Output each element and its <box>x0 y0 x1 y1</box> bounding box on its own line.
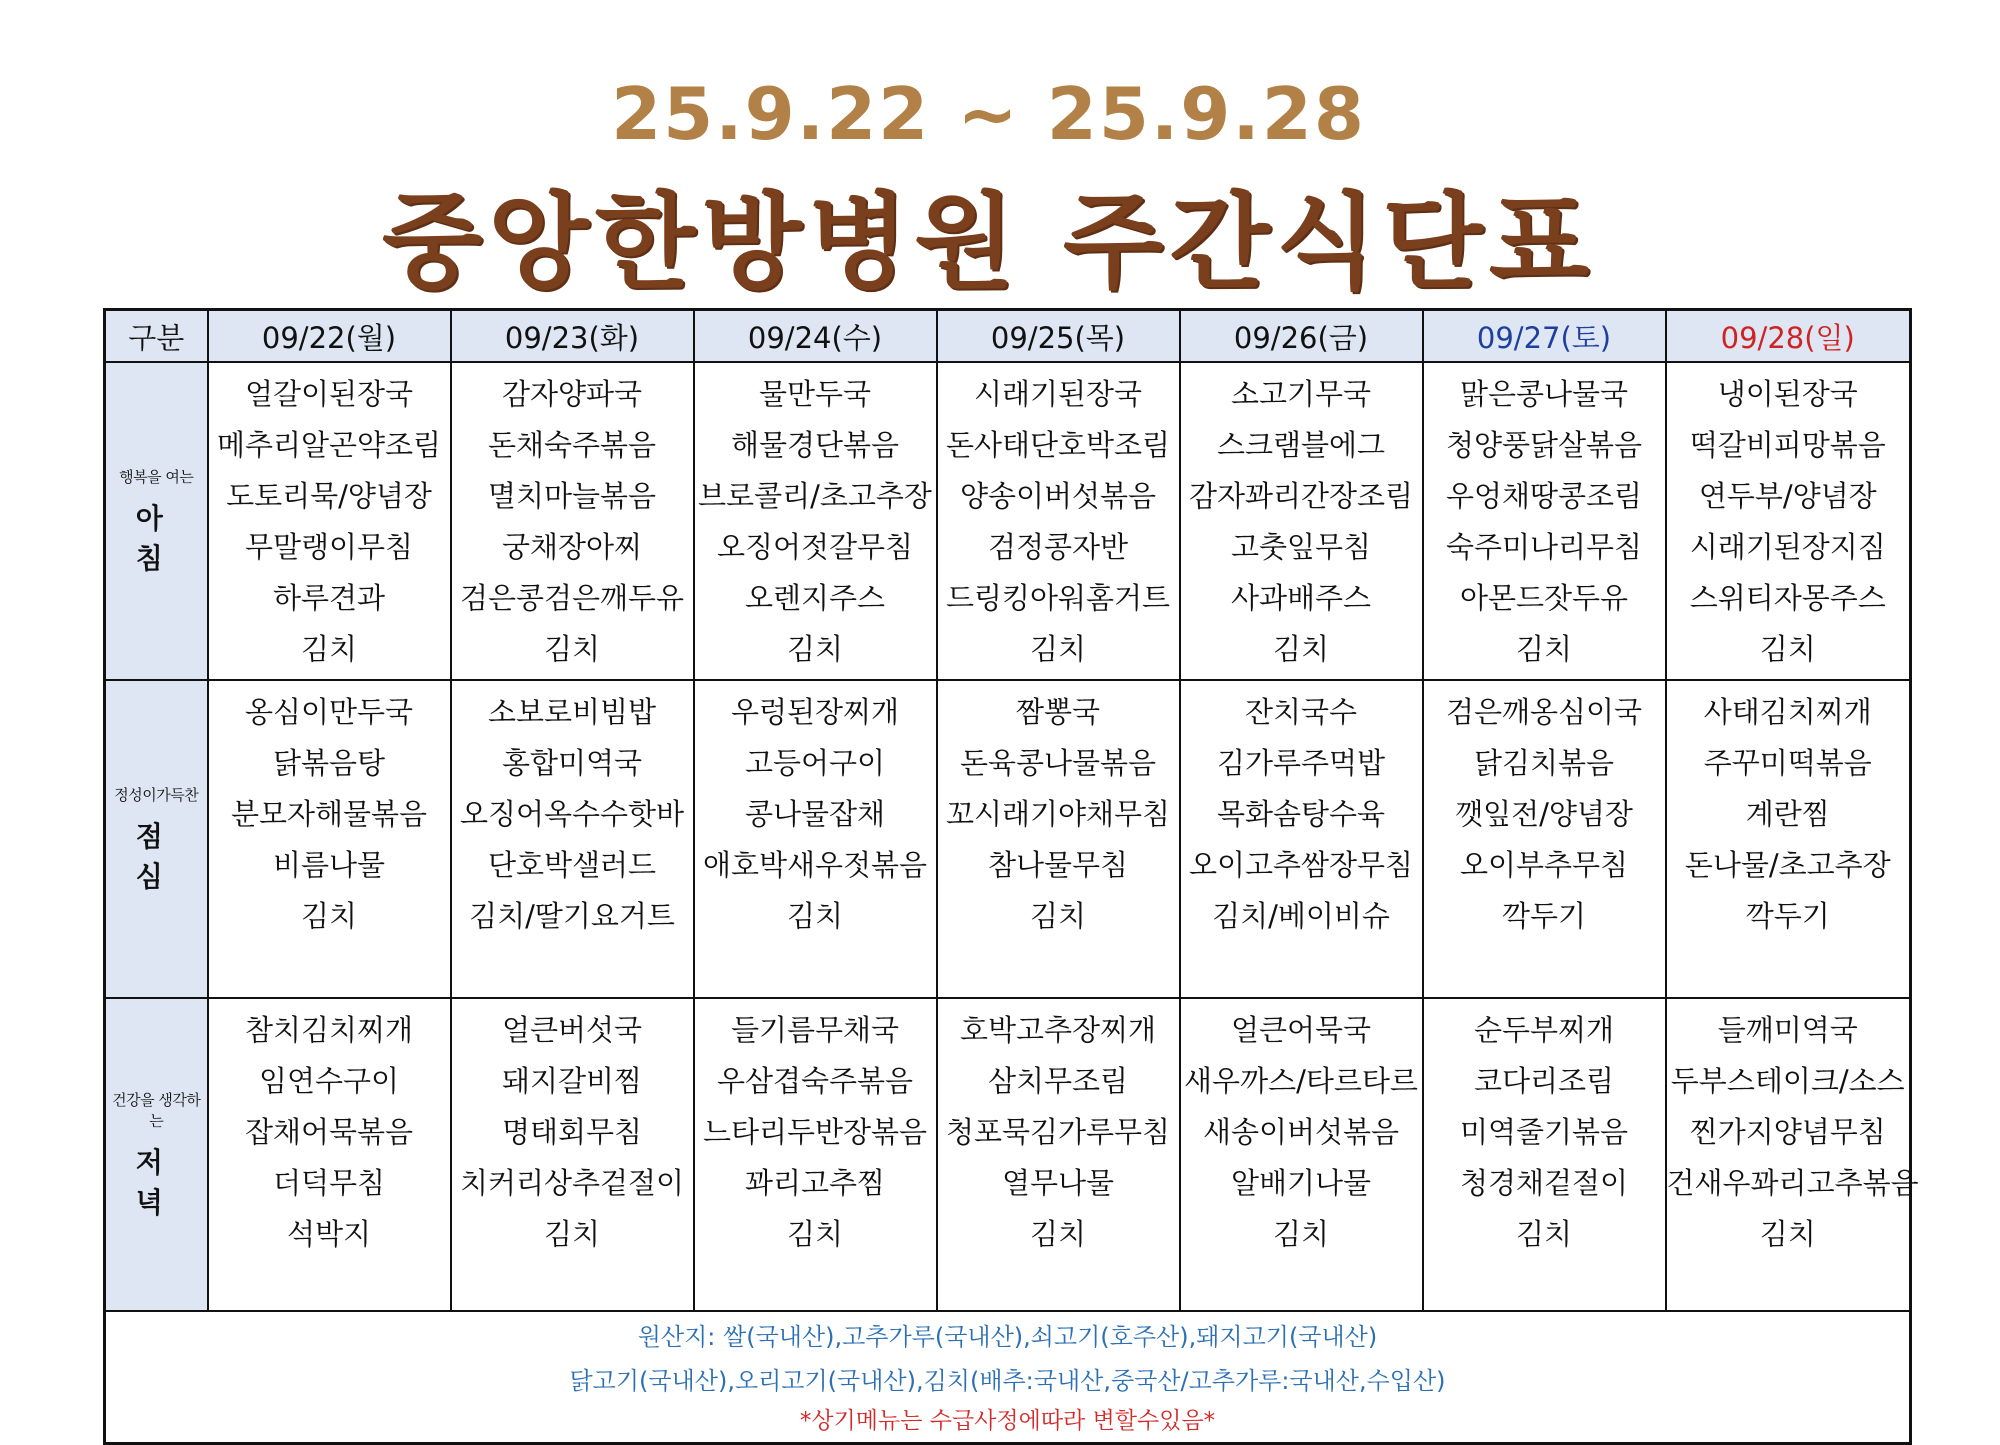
day-header-fri: 09/26(금) <box>1180 310 1423 363</box>
menu-item: 감자꽈리간장조림 <box>1188 479 1414 513</box>
menu-list <box>1424 999 1665 1260</box>
menu-item: 맑은콩나물국 <box>1459 377 1629 411</box>
menu-item: 무말랭이무침 <box>244 530 414 564</box>
menu-list <box>209 999 450 1260</box>
menu-item: 두부스테이크/소스 <box>1670 1064 1905 1098</box>
menu-item: 김치 <box>543 1217 601 1251</box>
menu-cell <box>1423 680 1666 998</box>
menu-item: 연두부/양념장 <box>1698 479 1877 513</box>
menu-list <box>938 681 1179 942</box>
menu-cell <box>208 362 451 680</box>
menu-item: 돈사태단호박조림 <box>945 428 1171 462</box>
menu-item: 꽈리고추찜 <box>744 1166 886 1200</box>
menu-item: 김치/베이비슈 <box>1212 899 1390 933</box>
meal-label-cell <box>105 680 208 998</box>
menu-item: 주꾸미떡볶음 <box>1703 746 1872 780</box>
corner-label: 구분 <box>105 310 208 363</box>
menu-list <box>1424 681 1665 942</box>
menu-item: 떡갈비피망볶음 <box>1689 428 1886 462</box>
menu-cell <box>451 680 694 998</box>
origin-info <box>105 1311 1911 1444</box>
menu-list <box>1666 999 1919 1260</box>
meal-subtitle: 행복을 여는 <box>119 467 194 486</box>
meal-row <box>105 362 1911 680</box>
menu-cell <box>1666 362 1911 680</box>
menu-item: 검은깨옹심이국 <box>1445 695 1643 729</box>
menu-item: 오이부추무침 <box>1459 848 1629 882</box>
menu-item: 김치 <box>1515 632 1573 666</box>
day-header-sat: 09/27(토) <box>1423 310 1666 363</box>
menu-item: 스위티자몽주스 <box>1689 581 1886 615</box>
day-header-mon: 09/22(월) <box>208 310 451 363</box>
menu-list <box>1181 999 1422 1260</box>
menu-list <box>1667 363 1910 675</box>
menu-item: 브로콜리/초고추장 <box>698 479 932 513</box>
menu-item: 미역줄기볶음 <box>1459 1115 1629 1149</box>
menu-item: 순두부찌개 <box>1473 1013 1615 1047</box>
menu-item: 냉이된장국 <box>1717 377 1858 411</box>
menu-item: 새우까스/타르타르 <box>1184 1064 1418 1098</box>
menu-item: 홍합미역국 <box>501 746 643 780</box>
menu-item: 석박지 <box>286 1217 372 1251</box>
menu-item: 해물경단볶음 <box>730 428 900 462</box>
menu-item: 열무나물 <box>1001 1166 1115 1200</box>
menu-cell <box>208 680 451 998</box>
menu-item: 김치 <box>300 632 358 666</box>
menu-list <box>1424 363 1665 675</box>
menu-item: 도토리묵/양념장 <box>226 479 432 513</box>
meal-label-cell <box>105 998 208 1311</box>
menu-item: 시래기된장지짐 <box>1689 530 1886 564</box>
menu-cell <box>451 998 694 1311</box>
menu-item: 얼큰버섯국 <box>501 1013 643 1047</box>
menu-item: 우렁된장찌개 <box>730 695 900 729</box>
menu-item: 옹심이만두국 <box>244 695 414 729</box>
menu-item: 느타리두반장볶음 <box>702 1115 928 1149</box>
menu-item: 목화솜탕수육 <box>1216 797 1386 831</box>
weekly-menu-table <box>103 308 1919 1445</box>
menu-item: 김치 <box>786 632 844 666</box>
menu-item: 김치 <box>1515 1217 1573 1251</box>
menu-item: 오렌지주스 <box>744 581 886 615</box>
menu-item: 콩나물잡채 <box>744 797 886 831</box>
menu-item: 찐가지양념무침 <box>1689 1115 1886 1149</box>
day-header-thu: 09/25(목) <box>937 310 1180 363</box>
menu-item: 검은콩검은깨두유 <box>459 581 685 615</box>
meal-subtitle: 건강을 생각하는 <box>112 1090 201 1130</box>
menu-item: 깍두기 <box>1501 899 1587 933</box>
menu-item: 물만두국 <box>758 377 872 411</box>
menu-item: 들기름무채국 <box>730 1013 900 1047</box>
page-title: 중앙한방병원 주간식단표 <box>381 181 1596 303</box>
menu-item: 청포묵김가루무침 <box>945 1115 1171 1149</box>
footer-row <box>105 1311 1911 1444</box>
menu-item: 시래기된장국 <box>973 377 1143 411</box>
date-range: 25.9.22 ~ 25.9.28 <box>611 72 1366 156</box>
menu-cell <box>1666 998 1919 1311</box>
menu-item: 김치 <box>1272 632 1330 666</box>
menu-list <box>1181 681 1422 942</box>
menu-item: 오징어옥수수핫바 <box>459 797 685 831</box>
menu-item: 잔치국수 <box>1244 695 1358 729</box>
meal-subtitle: 정성이가득찬 <box>114 785 199 804</box>
menu-item: 고춧잎무침 <box>1230 530 1372 564</box>
menu-item: 호박고추장찌개 <box>959 1013 1157 1047</box>
day-header-tue: 09/23(화) <box>451 310 694 363</box>
menu-list <box>938 999 1179 1260</box>
menu-list <box>1181 363 1422 675</box>
menu-list <box>695 681 936 942</box>
menu-item: 김치/딸기요거트 <box>469 899 675 933</box>
menu-change-notice: *상기메뉴는 수급사정에따라 변할수있음* <box>799 1408 1216 1434</box>
menu-item: 메추리알곤약조림 <box>216 428 442 462</box>
menu-list <box>695 999 936 1260</box>
menu-item: 소보로비빔밥 <box>487 695 657 729</box>
menu-item: 돼지갈비찜 <box>501 1064 643 1098</box>
day-header-sun: 09/28(일) <box>1666 310 1911 363</box>
menu-item: 돈나물/초고추장 <box>1684 848 1891 882</box>
menu-item: 돈채숙주볶음 <box>487 428 657 462</box>
menu-item: 양송이버섯볶음 <box>959 479 1157 513</box>
menu-item: 소고기무국 <box>1230 377 1372 411</box>
menu-item: 김치 <box>300 899 358 933</box>
menu-item: 우삼겹숙주볶음 <box>716 1064 914 1098</box>
menu-item: 김치 <box>1272 1217 1330 1251</box>
menu-list <box>209 681 450 942</box>
menu-item: 참나물무침 <box>987 848 1129 882</box>
menu-list <box>452 681 693 942</box>
menu-item: 깻잎전/양념장 <box>1455 797 1633 831</box>
meal-name: 저 녁 <box>135 1145 177 1219</box>
menu-item: 치커리상추겉절이 <box>459 1166 685 1200</box>
menu-item: 우엉채땅콩조림 <box>1445 479 1643 513</box>
menu-cell <box>1423 998 1666 1311</box>
menu-cell <box>208 998 451 1311</box>
menu-item: 돈육콩나물볶음 <box>959 746 1157 780</box>
menu-item: 계란찜 <box>1745 797 1830 831</box>
menu-item: 아몬드잣두유 <box>1459 581 1629 615</box>
menu-cell <box>451 362 694 680</box>
day-header-wed: 09/24(수) <box>694 310 937 363</box>
menu-item: 잡채어묵볶음 <box>244 1115 414 1149</box>
menu-list <box>209 363 450 675</box>
menu-cell <box>694 362 937 680</box>
menu-item: 사과배주스 <box>1230 581 1372 615</box>
menu-item: 단호박샐러드 <box>487 848 657 882</box>
menu-cell <box>937 998 1180 1311</box>
menu-item: 청양풍닭살볶음 <box>1445 428 1643 462</box>
menu-item: 사태김치찌개 <box>1703 695 1872 729</box>
menu-item: 김치 <box>1759 632 1816 666</box>
menu-item: 닭볶음탕 <box>272 746 386 780</box>
origin-line-2: 닭고기(국내산),오리고기(국내산),김치(배추:국내산,중국산/고추가루:국내산,수입산) <box>569 1367 1446 1395</box>
meal-row <box>105 998 1911 1311</box>
menu-cell <box>937 680 1180 998</box>
menu-item: 분모자해물볶음 <box>230 797 428 831</box>
menu-item: 짬뽕국 <box>1015 695 1101 729</box>
menu-item: 하루견과 <box>272 581 386 615</box>
menu-item: 건새우꽈리고추볶음 <box>1666 1166 1919 1200</box>
menu-item: 김치 <box>786 899 844 933</box>
menu-cell <box>1666 680 1911 998</box>
menu-item: 드링킹아워홈거트 <box>945 581 1171 615</box>
menu-list <box>452 363 693 675</box>
menu-cell <box>1180 680 1423 998</box>
menu-item: 오이고추쌈장무침 <box>1188 848 1414 882</box>
menu-item: 꼬시래기야채무침 <box>945 797 1171 831</box>
menu-item: 비름나물 <box>272 848 386 882</box>
menu-item: 김치 <box>1759 1217 1816 1251</box>
menu-item: 스크램블에그 <box>1216 428 1386 462</box>
menu-item: 김치 <box>543 632 601 666</box>
menu-cell <box>1180 998 1423 1311</box>
menu-item: 김가루주먹밥 <box>1216 746 1386 780</box>
menu-list <box>938 363 1179 675</box>
meal-label-cell <box>105 362 208 680</box>
menu-item: 궁채장아찌 <box>501 530 643 564</box>
menu-item: 청경채겉절이 <box>1459 1166 1629 1200</box>
menu-list <box>1667 681 1910 942</box>
menu-item: 감자양파국 <box>501 377 643 411</box>
menu-item: 오징어젓갈무침 <box>716 530 914 564</box>
menu-item: 멸치마늘볶음 <box>487 479 657 513</box>
menu-item: 닭김치볶음 <box>1473 746 1615 780</box>
menu-item: 참치김치찌개 <box>244 1013 414 1047</box>
menu-item: 검정콩자반 <box>987 530 1129 564</box>
menu-item: 애호박새우젓볶음 <box>702 848 928 882</box>
menu-item: 김치 <box>786 1217 844 1251</box>
menu-item: 고등어구이 <box>744 746 886 780</box>
menu-item: 김치 <box>1029 1217 1087 1251</box>
menu-cell <box>1423 362 1666 680</box>
menu-list <box>452 999 693 1260</box>
menu-item: 깍두기 <box>1745 899 1830 933</box>
menu-item: 임연수구이 <box>258 1064 400 1098</box>
menu-item: 김치 <box>1029 632 1087 666</box>
menu-item: 얼큰어묵국 <box>1230 1013 1372 1047</box>
origin-line-1: 원산지: 쌀(국내산),고추가루(국내산),쇠고기(호주산),돼지고기(국내산) <box>637 1323 1378 1351</box>
menu-cell <box>1180 362 1423 680</box>
menu-item: 얼갈이된장국 <box>244 377 414 411</box>
menu-item: 새송이버섯볶음 <box>1202 1115 1400 1149</box>
menu-item: 명태회무침 <box>501 1115 643 1149</box>
menu-item: 더덕무침 <box>272 1166 386 1200</box>
menu-item: 코다리조림 <box>1473 1064 1615 1098</box>
meal-row <box>105 680 1911 998</box>
meal-name: 점 심 <box>135 819 177 893</box>
menu-cell <box>937 362 1180 680</box>
menu-item: 삼치무조림 <box>987 1064 1129 1098</box>
meal-name: 아 침 <box>135 501 177 575</box>
menu-cell <box>694 680 937 998</box>
menu-item: 알배기나물 <box>1230 1166 1372 1200</box>
menu-cell <box>694 998 937 1311</box>
day-header-row <box>105 310 1911 363</box>
menu-item: 김치 <box>1029 899 1087 933</box>
menu-item: 숙주미나리무침 <box>1445 530 1643 564</box>
menu-list <box>695 363 936 675</box>
menu-item: 들깨미역국 <box>1717 1013 1858 1047</box>
